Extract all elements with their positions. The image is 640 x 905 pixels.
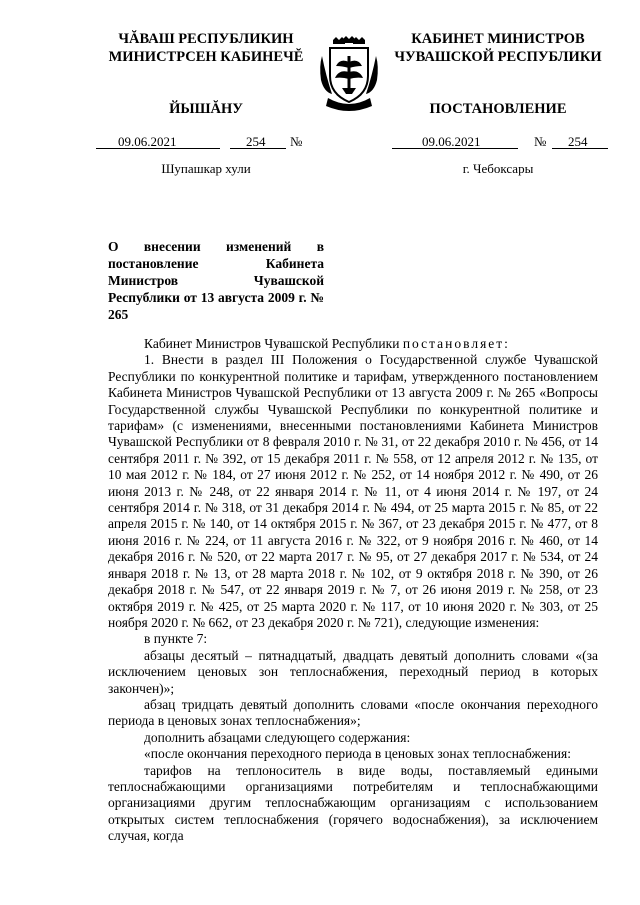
coat-of-arms-emblem-icon bbox=[318, 36, 380, 112]
number-sign-left: № bbox=[290, 134, 303, 149]
registration-left bbox=[96, 134, 310, 150]
header-left-title: ЙЫШĂНУ bbox=[169, 101, 243, 117]
document-body bbox=[108, 336, 598, 845]
paragraph-4: абзац тридцать девятый дополнить словами «после окончания переходного периода в ценовых зонах теплоснабжения»; bbox=[108, 696, 598, 729]
registration-date-right: 09.06.2021 bbox=[422, 134, 481, 149]
header-left bbox=[96, 30, 316, 66]
paragraph-3: абзацы десятый – пятнадцатый, двадцать девятый дополнить словами «(за исключением ценовых зон теплоснабжения, переходный период в которых закончен)»; bbox=[108, 647, 598, 696]
paragraph-6: «после окончания переходного периода в ценовых зонах теплоснабжения: bbox=[144, 746, 571, 762]
intro-action: постановляет: bbox=[402, 336, 510, 351]
header-left-line2: МИНИСТРСЕН КАБИНЕЧĔ bbox=[108, 49, 304, 65]
intro-prefix: Кабинет Министров Чувашской Республики bbox=[144, 336, 400, 351]
place-left: Шупашкар хули bbox=[161, 161, 251, 176]
place-right: г. Чебоксары bbox=[462, 161, 534, 176]
registration-right bbox=[392, 134, 608, 150]
header-right bbox=[388, 30, 608, 66]
header-left-line1: ЧĂВАШ РЕСПУБЛИКИН bbox=[118, 31, 294, 47]
header-right-title: ПОСТАНОВЛЕНИЕ bbox=[429, 101, 567, 117]
registration-number-right: 254 bbox=[568, 134, 588, 149]
intro-paragraph bbox=[108, 336, 598, 352]
registration-date-left: 09.06.2021 bbox=[118, 134, 177, 149]
header-right-line2: ЧУВАШСКОЙ РЕСПУБЛИКИ bbox=[394, 49, 602, 65]
paragraph-7: тарифов на теплоноситель в виде воды, поставляемый едиными теплоснабжающими организациями потребителям и теплоснабжающими организациями другим теплоснабжающим организациям с использованием открытых систем теплоснабжения (горячего водоснабжения), за исключением случая, когда bbox=[108, 762, 598, 844]
paragraph-1: 1. Внести в раздел III Положения о Государственной службе Чувашской Республики по конкурентной политике и тарифам, утвержденного постановлением Кабинета Министров Чувашской Республики от 13 августа 2009 г. № 265 «Вопросы Государственной службы Чувашской Республики по конкурентной политике и тарифам» (с изменениями, внесенными постановлениями Кабинета Министров Чувашской Республики от 8 февраля 2010 г. № 31, от 22 декабря 2010 г. № 456, от 14 сентября 2011 г. № 392, от 15 декабря 2011 г. № 558, от 12 апреля 2012 г. № 135, от 10 мая 2012 г. № 184, от 27 июня 2012 г. № 252, от 14 ноября 2012 г. № 490, от 26 июня 2013 г. № 248, от 22 января 2014 г. № 11, от 4 июня 2014 г. № 197, от 24 сентября 2014 г. № 318, от 31 декабря 2014 г. № 494, от 25 марта 2015 г. № 85, от 22 апреля 2015 г. № 140, от 14 октября 2015 г. № 367, от 23 декабря 2015 г. № 477, от 8 июня 2016 г. № 224, от 11 августа 2016 г. № 322, от 9 ноября 2016 г. № 460, от 14 декабря 2016 г. № 520, от 22 марта 2017 г. № 95, от 27 декабря 2017 г. № 534, от 24 января 2018 г. № 13, от 28 марта 2018 г. № 102, от 9 октября 2018 г. № 390, от 26 декабря 2018 г. № 547, от 22 января 2019 г. № 7, от 26 июня 2019 г. № 258, от 23 октября 2019 г. № 425, от 25 марта 2020 г. № 117, от 10 июня 2020 г. № 303, от 25 ноября 2020 г. № 662, от 23 декабря 2020 г. № 721), следующие изменения: bbox=[108, 352, 598, 630]
paragraph-5: дополнить абзацами следующего содержания: bbox=[144, 729, 411, 745]
registration-number-left: 254 bbox=[246, 134, 266, 149]
document-subject: О внесении изменений в постановление Кабинета Министров Чувашской Республики от 13 августа 2009 г. № 265 bbox=[108, 239, 324, 322]
number-sign-right: № bbox=[534, 134, 547, 149]
paragraph-2: в пункте 7: bbox=[144, 631, 208, 647]
header-right-line1: КАБИНЕТ МИНИСТРОВ bbox=[411, 31, 585, 47]
